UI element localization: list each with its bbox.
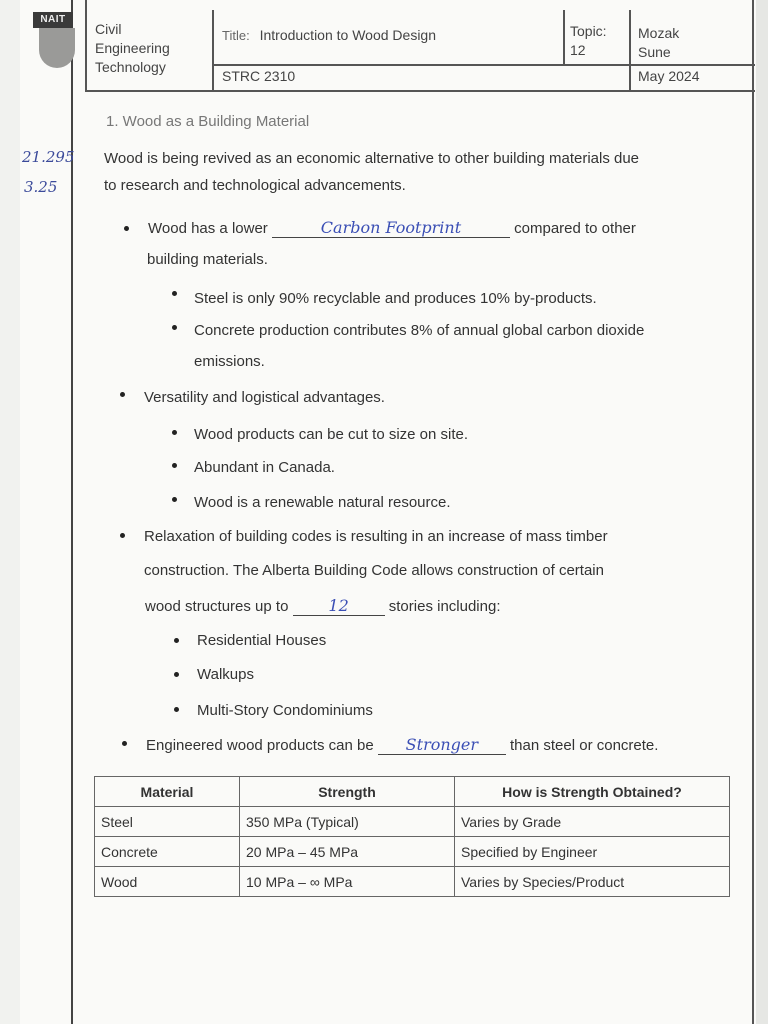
table-cell: Varies by Species/Product (455, 867, 730, 897)
course-code: STRC 2310 (222, 68, 296, 84)
versatility-statement: Versatility and logistical advantages. (144, 389, 385, 406)
date: May 2024 (638, 68, 700, 84)
bullet-icon (174, 707, 179, 712)
codes-sub-3: Multi-Story Condominiums (197, 702, 373, 719)
stories-answer: 12 (328, 596, 349, 615)
bullet-icon (174, 638, 179, 643)
margin-note-2: 3.25 (24, 178, 58, 196)
table-cell: 20 MPa – 45 MPa (240, 837, 455, 867)
codes-line-2: construction. The Alberta Building Code allows construction of certain (144, 562, 604, 579)
topic-label: Topic: (570, 23, 607, 39)
intro-line-1: Wood is being revived as an economic alternative to other building materials due (104, 150, 640, 167)
topic-value: 12 (570, 42, 586, 58)
carbon-sub-2-cont: emissions. (194, 353, 265, 370)
carbon-sub-1: Steel is only 90% recyclable and produces 10% by-products. (194, 290, 597, 307)
table-header-row (95, 777, 730, 807)
column-header: How is Strength Obtained? (455, 777, 730, 807)
title-label: Title: (222, 28, 250, 43)
column-header: Material (95, 777, 240, 807)
bullet-icon (120, 392, 125, 397)
shield-icon (39, 28, 75, 68)
table-cell: Varies by Grade (455, 807, 730, 837)
title-value: Introduction to Wood Design (259, 27, 436, 43)
table-row (95, 807, 730, 837)
bullet-icon (172, 497, 177, 502)
table-row (95, 867, 730, 897)
section-heading: 1. Wood as a Building Material (106, 113, 310, 130)
title-field (222, 26, 436, 45)
intro-line-2: to research and technological advancements. (104, 177, 406, 194)
document-header (25, 0, 755, 92)
author-name: Mozak Sune (638, 25, 680, 60)
carbon-answer: Carbon Footprint (320, 218, 462, 237)
table-cell: Wood (95, 867, 240, 897)
versatility-sub-1: Wood products can be cut to size on site. (194, 426, 469, 443)
engineered-statement: Engineered wood products can be Stronger than steel or concrete. (146, 735, 659, 754)
bullet-icon (172, 463, 177, 468)
table-cell: Concrete (95, 837, 240, 867)
margin-note-1: 21.295 (22, 148, 75, 166)
table-cell: 10 MPa – ∞ MPa (240, 867, 455, 897)
bullet-icon (172, 325, 177, 330)
bullet-icon (120, 533, 125, 538)
page-edge (756, 0, 768, 1024)
bullet-icon (122, 741, 127, 746)
bullet-icon (124, 226, 129, 231)
carbon-statement: Wood has a lower Carbon Footprint compared to other (148, 218, 636, 237)
table-cell: 350 MPa (Typical) (240, 807, 455, 837)
carbon-statement-cont: building materials. (147, 251, 268, 268)
table-cell: Specified by Engineer (455, 837, 730, 867)
engineered-answer: Stronger (405, 735, 479, 754)
bullet-icon (174, 672, 179, 677)
carbon-answer-blank (272, 218, 510, 238)
stories-answer-blank (293, 596, 385, 616)
nait-logo (33, 12, 83, 72)
codes-sub-2: Walkups (197, 666, 254, 683)
topic-field (570, 22, 607, 60)
table-cell: Steel (95, 807, 240, 837)
codes-line-3: wood structures up to 12 stories including: (145, 596, 501, 615)
logo-text: NAIT (33, 12, 73, 28)
department-name: Civil Engineering Technology (95, 21, 170, 75)
table-row (95, 837, 730, 867)
carbon-sub-2: Concrete production contributes 8% of annual global carbon dioxide (194, 322, 645, 339)
strength-table (94, 776, 730, 897)
versatility-sub-2: Abundant in Canada. (194, 459, 335, 476)
codes-sub-1: Residential Houses (197, 632, 327, 649)
codes-line-1: Relaxation of building codes is resulting in an increase of mass timber (144, 528, 608, 545)
column-header: Strength (240, 777, 455, 807)
bullet-icon (172, 430, 177, 435)
versatility-sub-3: Wood is a renewable natural resource. (194, 494, 451, 511)
engineered-answer-blank (378, 735, 506, 755)
right-border-line (752, 0, 754, 1024)
bullet-icon (172, 291, 177, 296)
